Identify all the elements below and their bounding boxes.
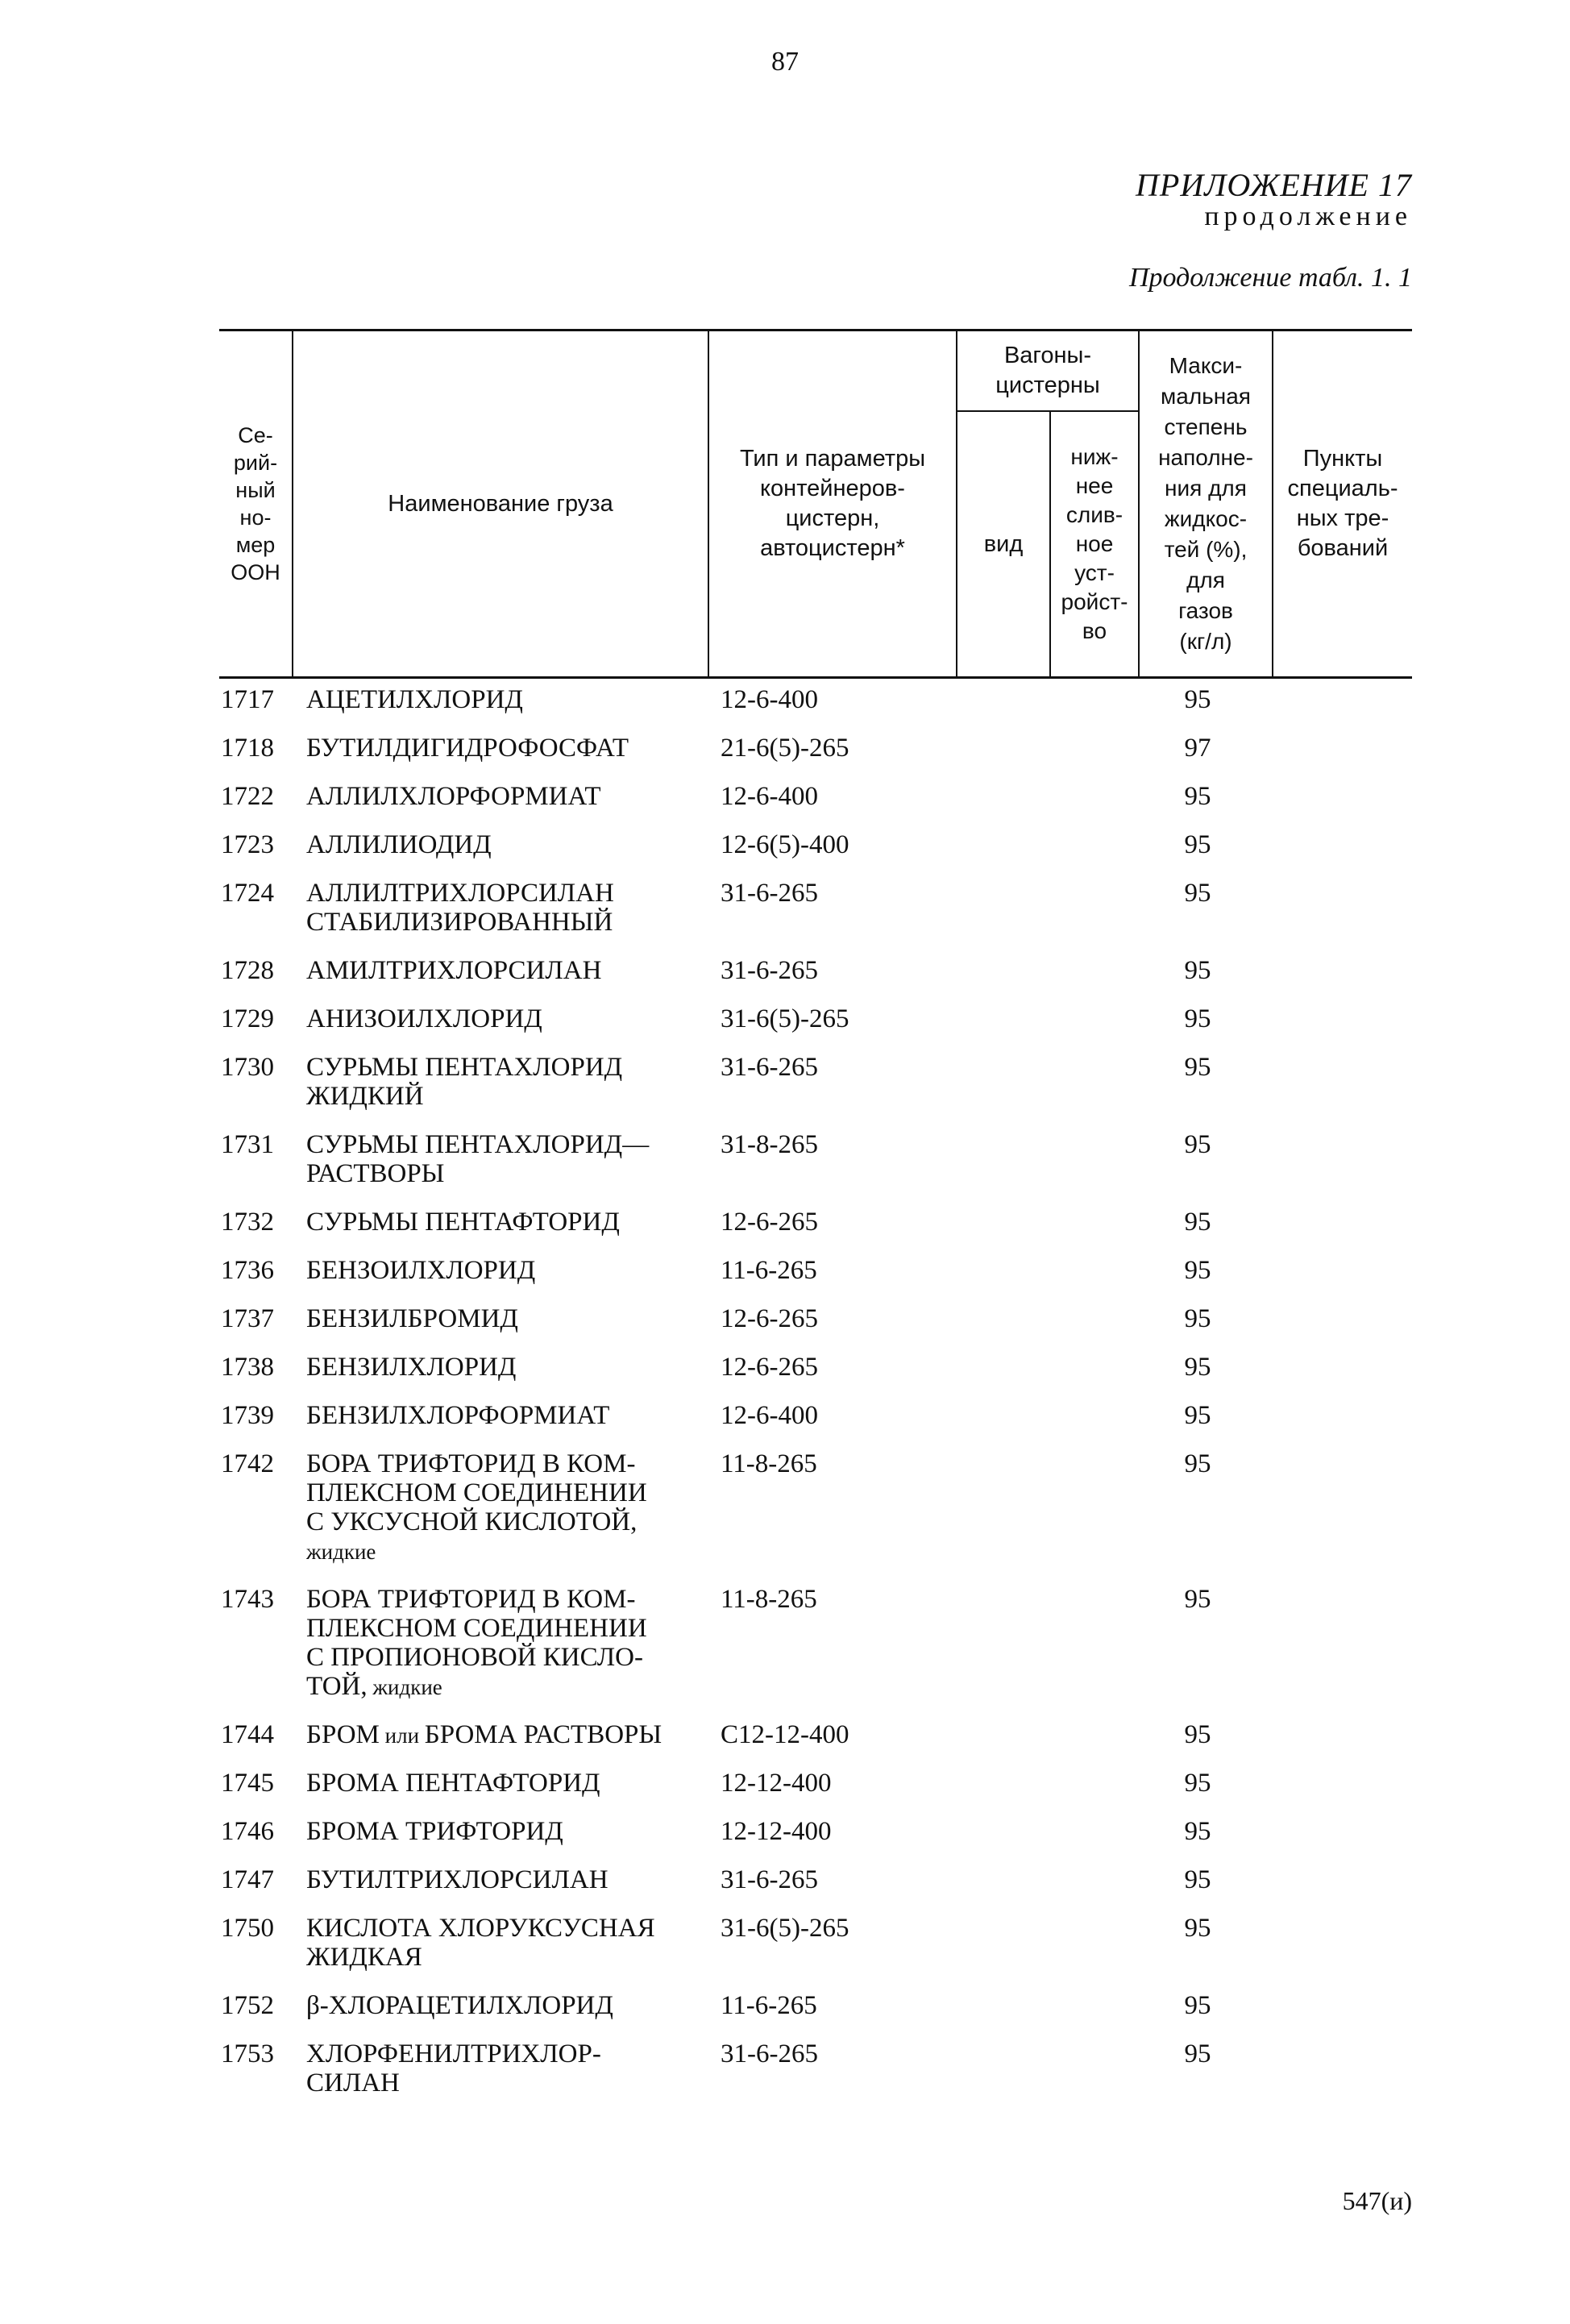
cargo-name: КИСЛОТА ХЛОРУКСУСНАЯ ЖИДКАЯ: [306, 1914, 655, 1972]
cargo-name-connector: или: [379, 1723, 425, 1748]
continuation-label: продолжение: [1204, 202, 1412, 231]
max-fill: 95: [1184, 1449, 1211, 1478]
container-type: 12-6-265: [721, 1353, 818, 1382]
header-container-type: Тип и параметры контейнеров- цистерн, автоцистерн*: [739, 446, 926, 561]
cargo-name: БРОМА ТРИФТОРИД: [306, 1817, 563, 1846]
serial-number: 1718: [221, 734, 274, 763]
header-max-fill: Макси- мальная степень наполне- ния для жидкос- тей (%), для газов (кг/л): [1158, 353, 1253, 654]
container-type: 12-6(5)-400: [721, 830, 849, 859]
cargo-name: БЕНЗИЛХЛОРФОРМИАТ: [306, 1401, 610, 1430]
header-cargo-name: Наименование груза: [388, 490, 613, 517]
serial-number: 1728: [221, 956, 274, 985]
container-type: 12-6-265: [721, 1208, 818, 1237]
cargo-name: БРОМА ПЕНТАФТОРИД: [306, 1769, 600, 1798]
cargo-name: [306, 1585, 713, 1702]
serial-number: 1732: [221, 1208, 274, 1237]
serial-number: 1731: [221, 1130, 274, 1159]
container-type: 11-6-265: [721, 1256, 817, 1285]
container-type: 31-6(5)-265: [721, 1004, 849, 1033]
serial-number: 1730: [221, 1053, 274, 1082]
max-fill: 95: [1184, 1353, 1211, 1382]
cargo-name: [306, 1720, 713, 1750]
container-type: 11-6-265: [721, 1991, 817, 2020]
serial-number: 1753: [221, 2039, 274, 2068]
max-fill: 95: [1184, 1208, 1211, 1237]
table-continuation-note: Продолжение табл. 1. 1: [1128, 263, 1412, 293]
max-fill: 95: [1184, 1304, 1211, 1333]
cargo-name: БУТИЛТРИХЛОРСИЛАН: [306, 1865, 608, 1894]
max-fill: 95: [1184, 1130, 1211, 1159]
header-bottom-device: ниж- нее слив- ное уст- ройст- во: [1061, 444, 1128, 643]
container-type: 12-12-400: [721, 1817, 832, 1846]
cargo-name: β-ХЛОРАЦЕТИЛХЛОРИД: [306, 1991, 613, 2020]
table-header: [219, 329, 1412, 679]
container-type: 31-6-265: [721, 956, 818, 985]
max-fill: 95: [1184, 879, 1211, 908]
container-type: 31-6-265: [721, 1053, 818, 1082]
max-fill: 95: [1184, 1769, 1211, 1798]
appendix-title: ПРИЛОЖЕНИЕ 17: [1136, 167, 1412, 203]
cargo-name: АЛЛИЛТРИХЛОРСИЛАН СТАБИЛИЗИРОВАННЫЙ: [306, 879, 614, 937]
cargo-name: БЕНЗИЛБРОМИД: [306, 1304, 518, 1333]
serial-number: 1737: [221, 1304, 274, 1333]
max-fill: 97: [1184, 734, 1211, 763]
max-fill: 95: [1184, 782, 1211, 811]
cargo-name: [306, 1449, 713, 1566]
max-fill: 95: [1184, 956, 1211, 985]
cargo-name: АМИЛТРИХЛОРСИЛАН: [306, 956, 602, 985]
cargo-name-note: жидкие: [367, 1675, 442, 1699]
serial-number: 1736: [221, 1256, 274, 1285]
container-type: 12-6-400: [721, 685, 818, 714]
serial-number: 1747: [221, 1865, 274, 1894]
container-type: 12-6-265: [721, 1304, 818, 1333]
container-type: 31-8-265: [721, 1130, 818, 1159]
container-type: 31-6-265: [721, 1865, 818, 1894]
cargo-name: СУРЬМЫ ПЕНТАХЛОРИД— РАСТВОРЫ: [306, 1130, 650, 1188]
cargo-name-main: БОРА ТРИФТОРИД В КОМ- ПЛЕКСНОМ СОЕДИНЕНИИ С УКСУСНОЙ КИСЛОТОЙ,: [306, 1449, 647, 1536]
container-type: 12-6-400: [721, 782, 818, 811]
max-fill: 95: [1184, 2039, 1211, 2068]
serial-number: 1742: [221, 1449, 274, 1478]
cargo-name: СУРЬМЫ ПЕНТАХЛОРИД ЖИДКИЙ: [306, 1053, 623, 1111]
cargo-name: БЕНЗОИЛХЛОРИД: [306, 1256, 536, 1285]
page-number: 87: [771, 47, 799, 77]
serial-number: 1723: [221, 830, 274, 859]
container-type: 31-6(5)-265: [721, 1914, 849, 1943]
max-fill: 95: [1184, 1004, 1211, 1033]
container-type: 12-6-400: [721, 1401, 818, 1430]
serial-number: 1744: [221, 1720, 274, 1749]
cargo-name: СУРЬМЫ ПЕНТАФТОРИД: [306, 1208, 620, 1237]
max-fill: 95: [1184, 1817, 1211, 1846]
cargo-name-main: БРОМ: [306, 1720, 380, 1749]
footer-code: 547(и): [1342, 2186, 1412, 2215]
container-type: С12-12-400: [721, 1720, 849, 1749]
max-fill: 95: [1184, 1401, 1211, 1430]
container-type: 31-6-265: [721, 879, 818, 908]
max-fill: 95: [1184, 1914, 1211, 1943]
max-fill: 95: [1184, 685, 1211, 714]
serial-number: 1739: [221, 1401, 274, 1430]
container-type: 11-8-265: [721, 1585, 817, 1614]
cargo-name: АНИЗОИЛХЛОРИД: [306, 1004, 542, 1033]
container-type: 31-6-265: [721, 2039, 818, 2068]
serial-number: 1724: [221, 879, 274, 908]
cargo-name: АЦЕТИЛХЛОРИД: [306, 685, 523, 714]
max-fill: 95: [1184, 1720, 1211, 1749]
max-fill: 95: [1184, 1991, 1211, 2020]
serial-number: 1729: [221, 1004, 274, 1033]
serial-number: 1717: [221, 685, 274, 714]
cargo-name: АЛЛИЛХЛОРФОРМИАТ: [306, 782, 601, 811]
header-kind: вид: [983, 530, 1024, 557]
serial-number: 1745: [221, 1769, 274, 1798]
container-type: 12-12-400: [721, 1769, 832, 1798]
serial-number: 1743: [221, 1585, 274, 1614]
max-fill: 95: [1184, 1256, 1211, 1285]
serial-number: 1738: [221, 1353, 274, 1382]
cargo-name-main: БОРА ТРИФТОРИД В КОМ- ПЛЕКСНОМ СОЕДИНЕНИИ С ПРОПИОНОВОЙ КИСЛО- ТОЙ,: [306, 1585, 647, 1701]
max-fill: 95: [1184, 1053, 1211, 1082]
max-fill: 95: [1184, 1865, 1211, 1894]
container-type: 21-6(5)-265: [721, 734, 849, 763]
cargo-name: БУТИЛДИГИДРОФОСФАТ: [306, 734, 629, 763]
max-fill: 95: [1184, 1585, 1211, 1614]
max-fill: 95: [1184, 830, 1211, 859]
header-wagons: Вагоны- цистерны: [995, 343, 1100, 398]
cargo-name-note: жидкие: [306, 1540, 376, 1564]
cargo-name: ХЛОРФЕНИЛТРИХЛОР- СИЛАН: [306, 2039, 601, 2097]
serial-number: 1750: [221, 1914, 274, 1943]
serial-number: 1722: [221, 782, 274, 811]
cargo-name: АЛЛИЛИОДИД: [306, 830, 492, 859]
cargo-name-tail: БРОМА РАСТВОРЫ: [424, 1720, 662, 1749]
cargo-name: БЕНЗИЛХЛОРИД: [306, 1353, 517, 1382]
container-type: 11-8-265: [721, 1449, 817, 1478]
header-special-requirements: Пункты специаль- ных тре- бований: [1287, 446, 1398, 561]
serial-number: 1746: [221, 1817, 274, 1846]
serial-number: 1752: [221, 1991, 274, 2020]
header-serial-number: Се- рий- ный но- мер ООН: [231, 423, 280, 584]
